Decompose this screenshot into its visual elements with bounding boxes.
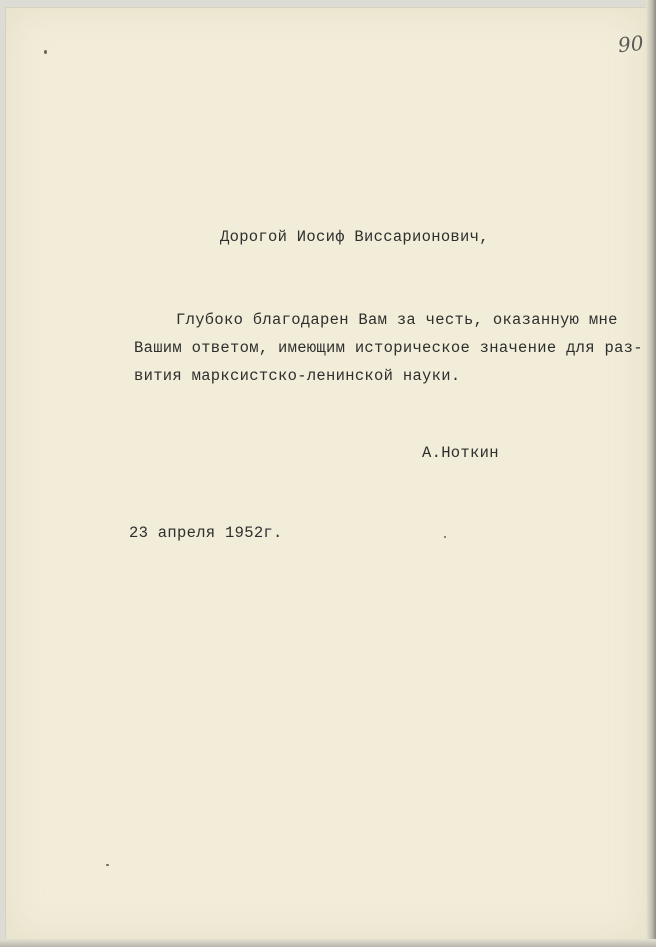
letter-page bbox=[6, 8, 646, 940]
page-number: 90 bbox=[616, 30, 645, 58]
scan-edge-bottom bbox=[0, 939, 656, 947]
paper-speck bbox=[444, 536, 446, 538]
date: 23 апреля 1952г. bbox=[129, 524, 283, 542]
signature: А.Ноткин bbox=[422, 444, 499, 462]
salutation: Дорогой Иосиф Виссарионович, bbox=[220, 228, 489, 246]
body-line-2: Вашим ответом, имеющим историческое значение для раз- bbox=[134, 339, 643, 357]
scan-edge-right bbox=[646, 0, 656, 947]
body-line-3: вития марксистско-ленинской науки. bbox=[134, 367, 461, 385]
body-line-1: Глубоко благодарен Вам за честь, оказанную мне bbox=[176, 311, 618, 329]
paper-speck bbox=[44, 50, 47, 54]
paper-speck bbox=[106, 864, 109, 866]
